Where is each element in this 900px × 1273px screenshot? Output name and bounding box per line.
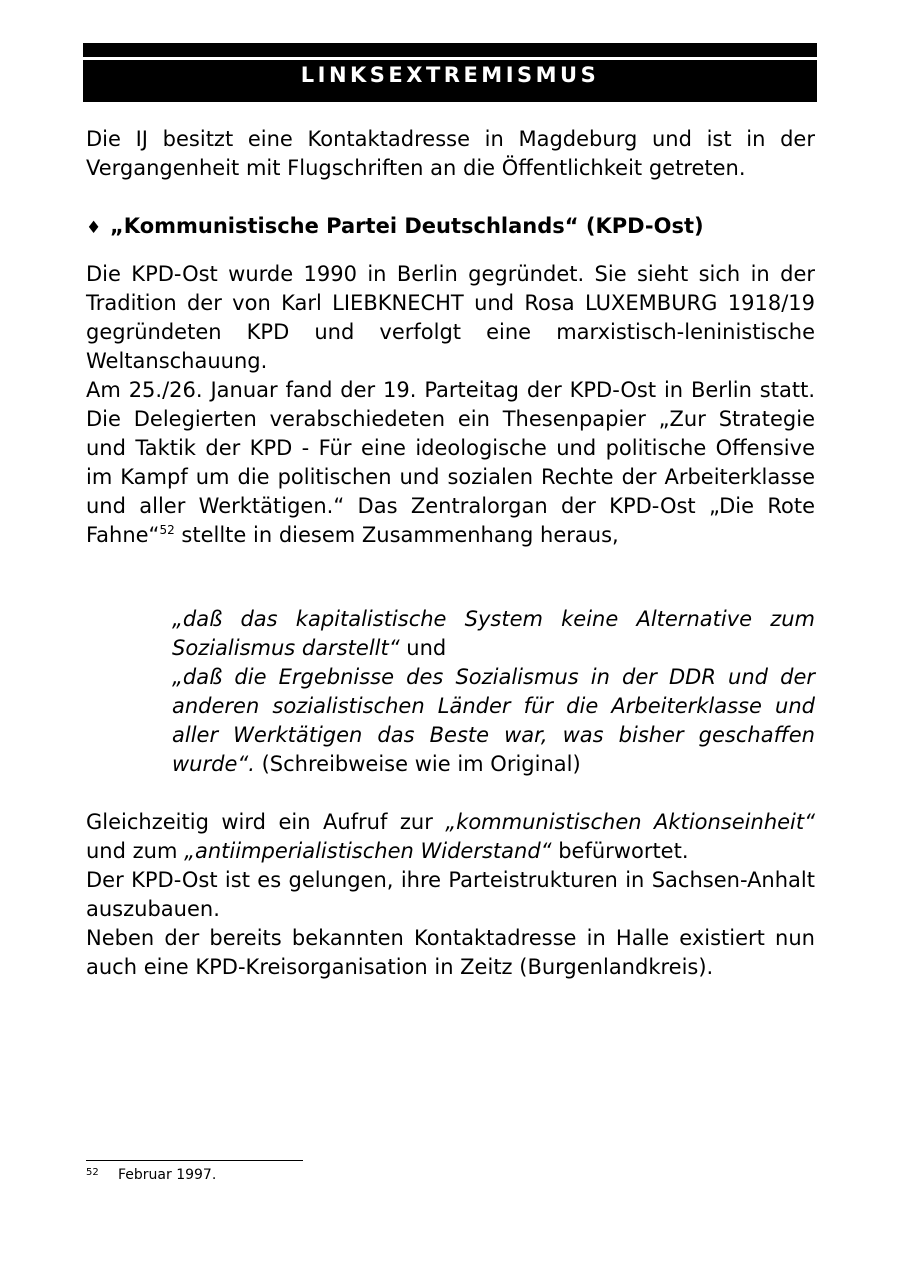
paragraph-parteitag: Am 25./26. Januar fand der 19. Parteitag der KPD-Ost in Berlin statt. Die Delegierten verabschiedeten ein Thesenpapier „Zur Strategie und Taktik der KPD - Für eine ideologische und politische Offensive im Kampf um die politischen und sozialen Rechte der Arbeiterklasse und aller Werktätigen.“ Das Zentralorgan der KPD-Ost „Die Rote Fahne“$^{52}$ stellte in diesem Zusammenhang heraus,	[86, 378, 815, 547]
paragraph-founding: Die KPD-Ost wurde 1990 in Berlin gegründet. Sie sieht sich in der Tradition der von Karl LIEBKNECHT und Rosa LUXEMBURG 1918/19 gegründeten KPD und verfolgt eine marxistisch-leninistische Weltanschauung.	[86, 262, 815, 373]
footnote	[86, 1167, 216, 1183]
quote-2: „daß die Ergebnisse des Sozialismus in der DDR und der anderen sozialistischen Länder für die Arbeiterklasse und aller Werktätigen das Beste war, was bisher geschaffen wurde“.	[172, 665, 815, 776]
intro-paragraph: Die IJ besitzt eine Kontaktadresse in Magdeburg und ist in der Vergangenheit mit Flugschriften an die Öffentlichkeit getreten.	[86, 127, 815, 180]
section-title: „Kommunistische Partei Deutschlands“ (KPD-Ost)	[110, 214, 704, 238]
header-rule	[83, 43, 817, 57]
body-text-2	[86, 808, 815, 982]
footnote-number: 52	[86, 1167, 99, 1178]
footnote-text: Februar 1997.	[118, 1167, 217, 1183]
quote-note: (Schreibweise wie im Original)	[254, 752, 581, 776]
paragraph-kontakt: Neben der bereits bekannten Kontaktadresse in Halle existiert nun auch eine KPD-Kreisorganisation in Zeitz (Burgenlandkreis).	[86, 926, 815, 979]
section-heading	[86, 212, 815, 243]
footnote-ref[interactable]: 52	[159, 523, 175, 537]
page-header	[83, 60, 817, 102]
header-title: LINKSEXTREMISMUS	[300, 63, 600, 87]
block-quote: „daß das kapitalistische System keine Alternative zum Sozialismus darstellt“ und „daß die Ergebnisse des Sozialismus in der DDR und der anderen sozialistischen Länder für die Arbeiterklasse und aller Werktätigen das Beste war, was bisher geschaffen wurde“. (Schreibweise wie im Original)	[172, 607, 815, 776]
body-text	[86, 260, 815, 550]
footnote-divider	[86, 1160, 303, 1161]
quote-1: „daß das kapitalistische System keine Alternative zum Sozialismus darstellt“	[172, 607, 815, 660]
paragraph-strukturen: Der KPD-Ost ist es gelungen, ihre Parteistrukturen in Sachsen-Anhalt auszubauen.	[86, 868, 815, 921]
diamond-bullet-icon: ♦	[86, 218, 102, 238]
paragraph-aufruf: Gleichzeitig wird ein Aufruf zur „kommunistischen Aktionseinheit“ und zum „antiimperialistischen Widerstand“ befürwortet.	[86, 810, 815, 863]
